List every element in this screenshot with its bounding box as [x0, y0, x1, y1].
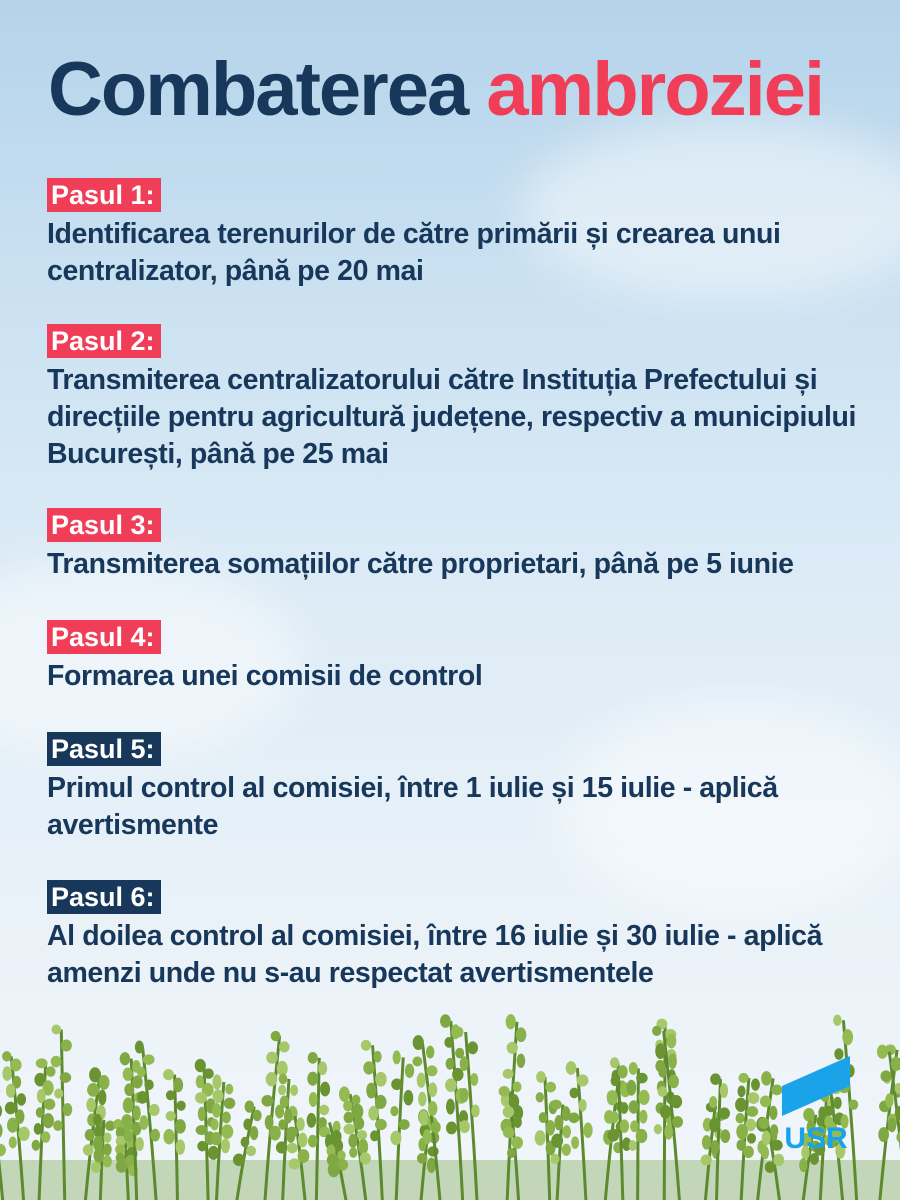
title-part-1: Combaterea — [48, 47, 468, 132]
step-2 — [47, 324, 867, 473]
step-badge: Pasul 6: — [47, 880, 161, 914]
step-text: Al doilea control al comisiei, între 16 iulie și 30 iulie - aplică amenzi unde nu s-au respectat avertismentele — [47, 920, 823, 989]
step-4 — [47, 620, 867, 695]
step-badge: Pasul 4: — [47, 620, 161, 654]
step-6 — [47, 880, 867, 992]
usr-logo-shape — [782, 1056, 850, 1116]
step-badge: Pasul 3: — [47, 508, 161, 542]
usr-logo — [776, 1052, 856, 1152]
step-badge: Pasul 1: — [47, 178, 161, 212]
step-text: Identificarea terenurilor de către primării și crearea unui centralizator, până pe 20 mai — [47, 218, 781, 287]
step-badge: Pasul 2: — [47, 324, 161, 358]
step-5 — [47, 732, 867, 844]
ragweed-plants-illustration — [0, 1010, 900, 1200]
step-badge: Pasul 5: — [47, 732, 161, 766]
usr-logo-text: USR — [784, 1122, 848, 1152]
step-text: Formarea unei comisii de control — [47, 660, 483, 692]
step-text: Transmiterea centralizatorului către Instituția Prefectului și direcțiile pentru agricultură județene, respectiv a municipiului București, până pe 25 mai — [47, 364, 857, 470]
step-3 — [47, 508, 867, 583]
page-title — [48, 47, 824, 132]
step-text: Transmiterea somațiilor către proprietari, până pe 5 iunie — [47, 548, 794, 580]
step-text: Primul control al comisiei, între 1 iulie și 15 iulie - aplică avertismente — [47, 772, 778, 841]
step-1 — [47, 178, 867, 290]
title-part-2: ambroziei — [486, 47, 824, 132]
